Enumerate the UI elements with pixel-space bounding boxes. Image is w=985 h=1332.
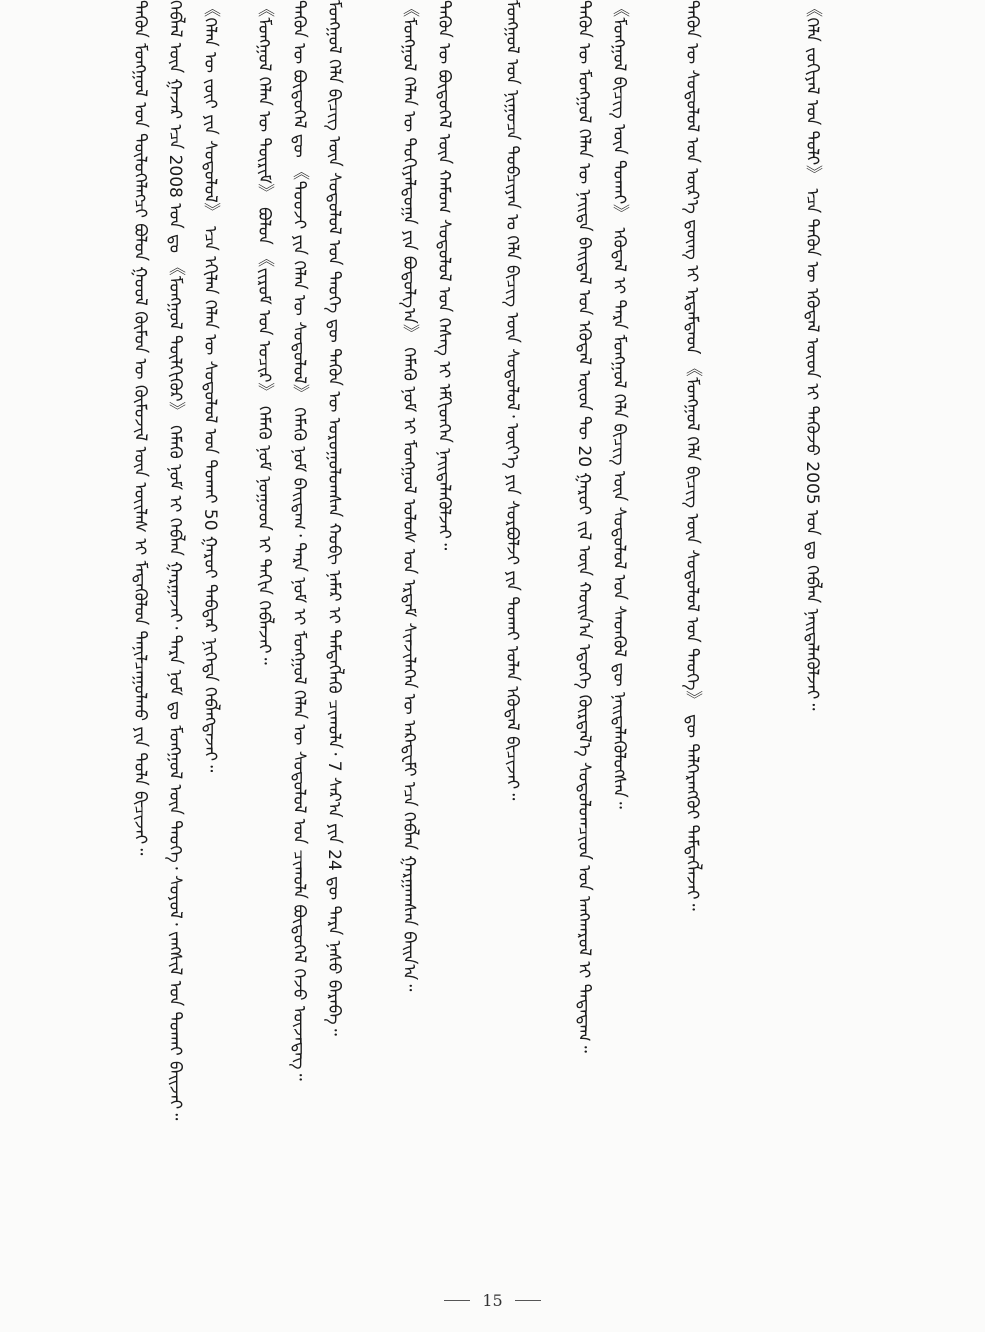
footer-right-rule bbox=[515, 1300, 541, 1301]
text-column-9: ᠮᠣᠩᠭᠣᠯ ᠤᠨ ᠨᠢᠭᠤᠴᠠ ᠲᠣᠪᠴᠢᠶᠠᠨ ᠤ ᠬᠡᠯᠡ ᠪᠢᠴᠢᠭ ᠦᠨ ᠰᠤᠳᠤᠯᠤᠯ᠂ ᠦᠶ᠎ᠡ ᠶᠢᠨ ᠰᠤᠷᠪᠤᠯᠵᠢ ᠶᠢᠨ ᠲᠤᠬᠠᠢ ᠣᠯᠠᠨ ᠡᠭᠦᠳᠡᠯ ᠪᠢᠴᠢᠵᠡᠢ᠃ bbox=[502, 0, 522, 801]
text-column-2: ᠬᠡᠪᠯᠡᠯ ᠦᠨ ᠭᠠᠵᠠᠷ ᠡᠴᠡ 2008 ᠣᠨ ᠳᠤ 《ᠮᠣᠩᠭᠣᠯ ᠲᠦᠯᠬᠢᠭᠦᠷ》 ᠬᠡᠮᠡᠬᠦ ᠨᠣᠮ ᠢ ᠬᠡᠪᠯᠡᠨ ᠭᠠᠷᠭᠠᠵᠠᠢ᠂ ᠲᠡᠷᠡ ᠨᠣᠮ ᠳᠤ ᠮᠣᠩᠭᠣᠯ ᠦᠨ ᠲᠡᠦᠬᠡ᠂ ᠰᠣᠶᠣᠯ᠂ ᠵᠠᠩᠱᠢᠯ ᠤᠨ ᠲᠤᠬᠠᠢ ᠪᠠᠢᠵᠠᠢ᠃ bbox=[165, 0, 185, 1121]
text-column-3: 《ᠬᠡᠯᠡᠨ ᠦ ᠵᠦᠢ ᠶᠢᠨ ᠰᠤᠳᠤᠯᠤᠯ》 ᠡᠴᠡ ᠡᠬᠢᠯᠡᠨ ᠬᠡᠯᠡᠨ ᠦ ᠰᠤᠳᠤᠯᠤᠯ ᠤᠨ ᠲᠤᠬᠠᠢ 50 ᠭᠠᠷᠤᠢ ᠳᠡᠪᠲᠡᠷ ᠨᠢᠭᠡᠲᠡ ᠬᠡᠪᠯᠡᠭᠳᠡᠵᠡᠢ᠃ bbox=[200, 0, 220, 773]
text-column-1: ᠲᠡᠭᠦᠨ ᠮᠣᠩᠭᠣᠯ ᠤᠨ ᠲᠦᠯᠦᠭᠡᠯᠡᠭᠴᠢ ᠪᠣᠯᠤᠨ ᠭᠣᠣᠯ ᠬᠦᠮᠦᠨ ᠦ ᠬᠦᠮᠦᠵᠢᠯ ᠦᠨ ᠦᠢᠯᠡᠰ ᠢ ᠮᠡᠳᠡᠭᠦᠯᠦᠨ ᠲᠠᠨᠢᠯᠴᠠᠭᠤᠯᠬᠤ ᠶᠢᠨ ᠲᠤᠯᠠ ᠪᠢᠴᠢᠵᠡᠢ᠃ bbox=[130, 0, 150, 856]
text-column-10: ᠲᠡᠭᠦᠨ ᠦ ᠮᠣᠩᠭᠣᠯ ᠬᠡᠯᠡᠨ ᠦ ᠨᠡᠢᠲᠡ ᠪᠠᠢᠳᠠᠯ ᠤᠨ ᠡᠭᠦᠳᠡᠯ ᠦᠳ ᠲᠦ 20 ᠭᠠᠷᠤᠢ ᠵᠢᠯ ᠦᠨ ᠬᠣᠢᠨ᠎ᠠ ᠡᠳᠦᠭᠡ ᠬᠦᠷᠲᠡᠯ᠎ᠡ ᠰᠤᠳᠤᠯᠤᠭᠴᠢᠳ ᠤᠨ ᠠᠩᠬᠠᠷᠤᠯ ᠢ ᠲᠠᠲᠠᠳᠠᠭ᠃ bbox=[574, 0, 594, 1053]
text-column-12: ᠲᠡᠭᠦᠨ ᠦ ᠰᠤᠳᠤᠯᠤᠯ ᠤᠨ ᠦᠷ᠎ᠡ ᠳ᠋ᠦᠩ ᠢ ᠡᠷᠳᠡᠮᠲᠡᠳ 《ᠮᠣᠩᠭᠣᠯ ᠬᠡᠯᠡ ᠪᠢᠴᠢᠭ ᠦᠨ ᠰᠤᠳᠤᠯᠤᠯ ᠤᠨ ᠲᠡᠦᠬᠡ》 ᠳᠦ ᠳᠡᠯᠭᠡᠷᠡᠩᠭᠦᠢ ᠲᠡᠮᠳᠡᠭᠯᠡᠵᠡᠢ᠃ bbox=[682, 0, 702, 911]
text-column-11: 《ᠮᠣᠩᠭᠣᠯ ᠪᠢᠴᠢᠭ ᠦᠨ ᠲᠤᠬᠠᠢ》 ᠡᠭᠦᠳᠡᠯ ᠢ ᠲᠡᠷᠡ ᠮᠣᠩᠭᠣᠯ ᠬᠡᠯᠡ ᠪᠢᠴᠢᠭ ᠦᠨ ᠰᠤᠳᠤᠯᠤᠯ ᠤᠨ ᠰᠡᠳᠭᠦᠯ ᠳᠦ ᠨᠡᠢᠲᠡᠯᠡᠭᠦᠯᠦᠭᠰᠡᠨ᠃ bbox=[609, 0, 629, 809]
text-column-5: ᠲᠡᠭᠦᠨ ᠦ ᠪᠦᠲᠦᠭᠡᠯ ᠳᠦ 《ᠲᠤᠤᠵᠢ ᠶᠢᠨ ᠬᠡᠯᠡᠨ ᠦ ᠰᠤᠳᠤᠯᠤᠯ》 ᠬᠡᠮᠡᠬᠦ ᠨᠣᠮ ᠪᠠᠢᠳᠠᠭ᠂ ᠲᠡᠷᠡ ᠨᠣᠮ ᠢ ᠮᠣᠩᠭᠣᠯ ᠬᠡᠯᠡᠨ ᠦ ᠰᠤᠳᠤᠯᠤᠯ ᠤᠨ ᠴᠢᠬᠤᠯᠠ ᠪᠦᠲᠦᠭᠡᠯ ᠭᠡᠵᠦ ᠦᠵᠡᠳᠡᠭ᠃ bbox=[289, 0, 309, 1081]
text-column-4: 《ᠮᠣᠩᠭᠣᠯ ᠬᠡᠯᠡᠨ ᠦ ᠳᠦᠷᠢᠮ》 ᠪᠣᠯᠤᠨ 《ᠵᠢᠷᠤᠮ ᠤᠨ ᠤᠴᠢᠷ》 ᠬᠡᠮᠡᠬᠦ ᠨᠣᠮ ᠨᠤᠭᠤᠳ ᠢ ᠳᠠᠬᠢᠨ ᠬᠡᠪᠯᠡᠵᠡᠢ᠃ bbox=[254, 0, 274, 665]
page-number: 15 bbox=[482, 1290, 503, 1310]
footer-left-rule bbox=[444, 1300, 470, 1301]
text-column-13: 《ᠬᠡᠯᠡ ᠵᠣᠬᠢᠶᠠᠯ ᠤᠨ ᠲᠣᠯᠢ》 ᠡᠴᠡ ᠲᠡᠭᠦᠨ ᠦ ᠡᠭᠦᠳᠡᠯ ᠦᠳ ᠢ ᠲᠡᠭᠦᠵᠦ 2005 ᠣᠨ ᠳᠤ ᠬᠡᠪᠯᠡᠨ ᠨᠡᠢᠲᠡᠯᠡᠭᠦᠯᠵᠡᠢ᠃ bbox=[802, 0, 822, 711]
text-column-7: 《ᠮᠣᠩᠭᠣᠯ ᠬᠡᠯᠡᠨ ᠦ ᠲᠣᠬᠢᠶᠠᠯᠳᠤᠭᠠ ᠶᠢᠨ ᠪᠣᠳᠤᠯᠭ᠎ᠠ》 ᠬᠡᠮᠡᠬᠦ ᠨᠣᠮ ᠢ ᠮᠣᠩᠭᠣᠯ ᠤᠯᠤᠰ ᠤᠨ ᠡᠷᠳᠡᠮ ᠰᠢᠨᠵᠢᠯᠡᠭᠡᠨ ᠦ ᠠᠺᠠᠳ᠋ᠧᠮᠢ ᠡᠴᠡ ᠬᠡᠪᠯᠡᠨ ᠭᠠᠷᠭᠠᠭᠰᠠᠨ ᠪᠠᠢᠨ᠎ᠠ᠃ bbox=[399, 0, 419, 992]
text-column-8: ᠲᠡᠭᠦᠨ ᠦ ᠪᠦᠲᠦᠭᠡᠯ ᠦᠨ ᠬᠠᠮᠤᠭ ᠰᠤᠳᠤᠯᠤᠯ ᠤᠨ ᠬᠡᠰᠡᠭ ᠢ ᠡᠮᠬᠢᠳᠬᠡᠨ ᠨᠡᠢᠲᠡᠯᠡᠭᠦᠯᠵᠡᠢ᠃ bbox=[434, 0, 454, 551]
text-column-6: ᠮᠣᠩᠭᠣᠯ ᠬᠡᠯᠡ ᠪᠢᠴᠢᠭ ᠦᠨ ᠰᠤᠳᠤᠯᠤᠯ ᠤᠨ ᠲᠡᠦᠬᠡ ᠳᠦ ᠲᠡᠭᠦᠨ ᠦ ᠣᠷᠤᠭᠤᠯᠤᠭᠰᠠᠨ ᠬᠤᠪᠢ ᠨᠡᠮᠡᠷ ᠢ ᠲᠡᠮᠳᠡᠭᠯᠡᠬᠦ ᠴᠢᠬᠤᠯᠠ᠂ 7 ᠰᠠᠷ᠎ᠠ ᠶᠢᠨ 24 ᠳᠦ ᠲᠡᠷᠡ ᠨᠠᠰᠤ ᠪᠠᠷᠠᠪᠠ᠃ bbox=[324, 0, 344, 1036]
page-footer bbox=[0, 1288, 985, 1312]
